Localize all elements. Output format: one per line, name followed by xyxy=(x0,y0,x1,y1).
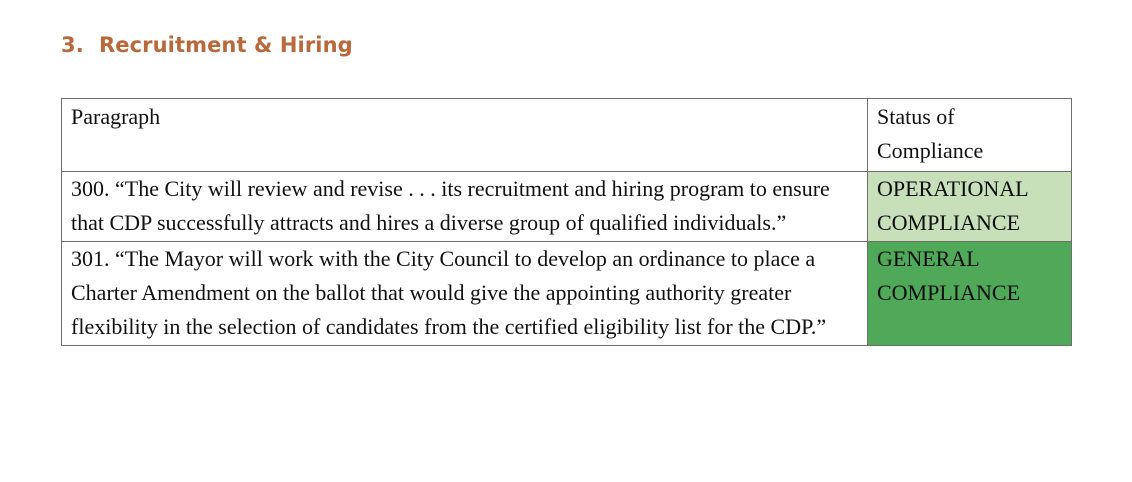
table-row xyxy=(62,242,1072,346)
compliance-table xyxy=(61,98,1072,346)
section-title: Recruitment & Hiring xyxy=(99,33,353,57)
paragraph-text: 300. “The City will review and revise . . . its recruitment and hiring program to ensure that CDP successfully attracts and hires a diverse group of qualified individuals.” xyxy=(62,172,868,242)
table-header-row xyxy=(62,99,1072,172)
section-number: 3. xyxy=(61,33,84,57)
status-badge: OPERATIONAL COMPLIANCE xyxy=(868,172,1072,242)
header-status-of-compliance: Status of Compliance xyxy=(868,99,1072,172)
header-paragraph: Paragraph xyxy=(62,99,868,172)
status-badge: GENERAL COMPLIANCE xyxy=(868,242,1072,346)
paragraph-text: 301. “The Mayor will work with the City Council to develop an ordinance to place a Charter Amendment on the ballot that would give the appointing authority greater flexibility in the selection of candidates from the certified eligibility list for the CDP.” xyxy=(62,242,868,346)
section-heading xyxy=(61,33,353,57)
table-row xyxy=(62,172,1072,242)
